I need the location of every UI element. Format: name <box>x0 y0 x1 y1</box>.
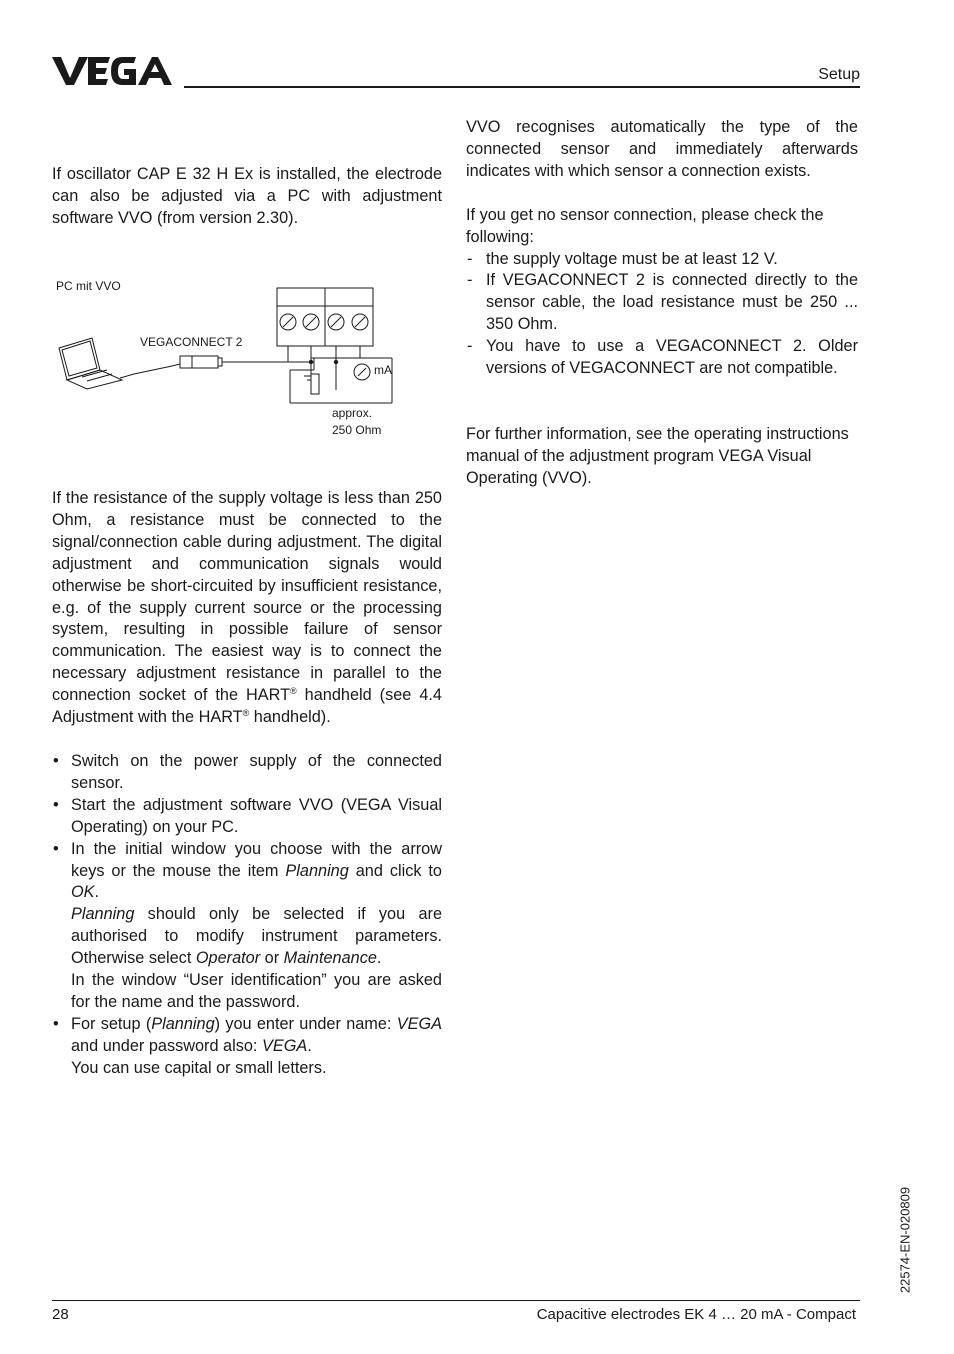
check-intro: If you get no sensor connection, please check the following: <box>466 205 824 246</box>
resistance-paragraph: If the resistance of the supply voltage is less than 250 Ohm, a resistance must be connected to the signal/connection cable during adjustment. The digital adjustment and communication signals would otherwise be short-circuited by insufficient resistance, e.g. of the supply current source or the processing system, resulting in possible failure of sensor communication. The easiest way is to connect the necessary adjustment resistance in parallel to the connection socket of the HART® handheld (see 4.4 Adjustment with the HART® handheld). <box>52 489 442 727</box>
section-title: Setup <box>818 66 860 83</box>
resistor-label-1: approx. <box>332 406 373 420</box>
header-rule <box>184 86 860 88</box>
document-code: 22574-EN-020809 <box>897 1186 913 1294</box>
further-info-paragraph: For further information, see the operating instructions manual of the adjustment program VEGA Visual Operating (VVO). <box>466 424 849 487</box>
right-column-text <box>466 117 858 490</box>
check-list <box>466 249 858 380</box>
pc-label: PC mit VVO <box>56 279 121 293</box>
recognition-paragraph: VVO recognises automatically the type of the connected sensor and immediately afterwards indicates with which sensor a connection exists. <box>466 118 858 180</box>
connection-diagram <box>52 270 412 450</box>
left-main-text <box>52 488 442 1080</box>
connector-label: VEGACONNECT 2 <box>140 335 243 349</box>
list-item: • Switch on the power supply of the connected sensor. <box>52 751 442 795</box>
footer-rule <box>52 1300 860 1301</box>
list-item: - You have to use a VEGACONNECT 2. Older versions of VEGACONNECT are not compatible. <box>466 336 858 380</box>
meter-label: mA <box>374 363 392 377</box>
list-item: • Start the adjustment software VVO (VEGA Visual Operating) on your PC. <box>52 795 442 839</box>
laptop-icon <box>59 338 122 389</box>
page-number: 28 <box>52 1306 69 1323</box>
list-item: • In the initial window you choose with the arrow keys or the mouse the item Planning and click to OK. Planning should only be selected if you are authorised to modify instrument parameters. Otherwise select Operator or Maintenance. In the window “User identification” you are asked for the name and the password. <box>52 839 442 1014</box>
footer-title: Capacitive electrodes EK 4 … 20 mA - Compact <box>536 1306 856 1323</box>
resistor-label-2: 250 Ohm <box>332 423 382 437</box>
vega-logo <box>52 54 172 88</box>
junction-dot <box>309 360 313 364</box>
junction-dot <box>334 360 338 364</box>
list-item: • For setup (Planning) you enter under name: VEGA and under password also: VEGA. You can use capital or small letters. <box>52 1014 442 1080</box>
vegaconnect-adapter <box>180 356 222 368</box>
intro-paragraph: If oscillator CAP E 32 H Ex is installed, the electrode can also be adjusted via a PC with adjustment software VVO (from version 2.30). <box>52 165 442 227</box>
list-item: - If VEGACONNECT 2 is connected directly to the sensor cable, the load resistance must be 250 ... 350 Ohm. <box>466 270 858 336</box>
setup-steps-list <box>52 751 442 1080</box>
list-item: - the supply voltage must be at least 12 V. <box>466 249 858 271</box>
